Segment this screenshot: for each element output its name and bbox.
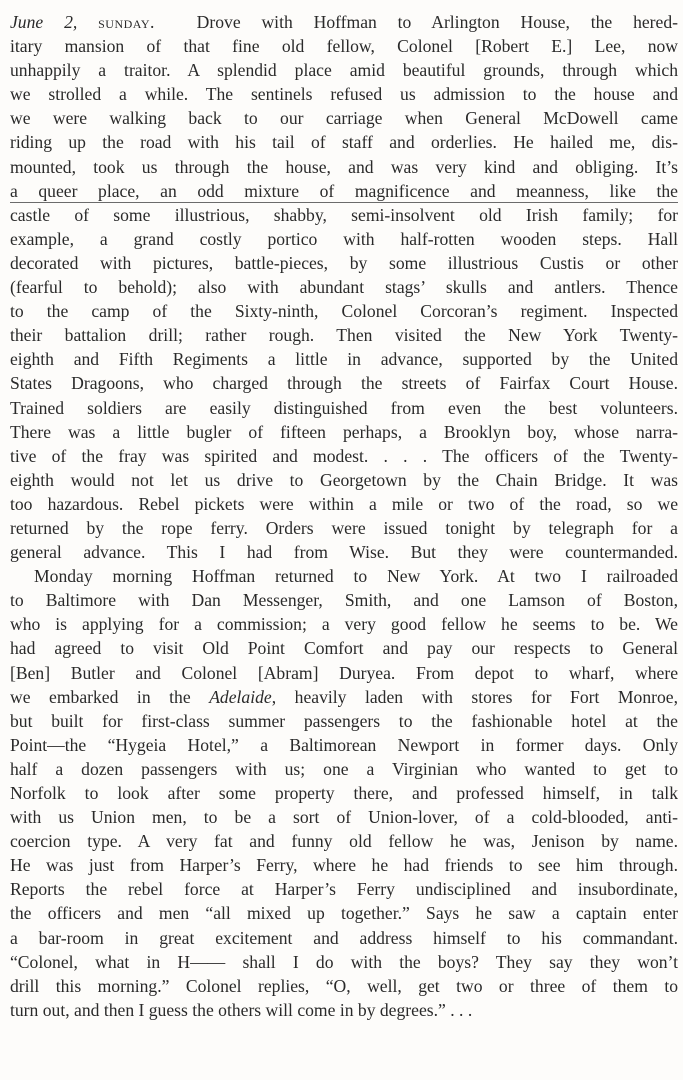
text-line: too hazardous. Rebel pickets were within a mile or two of the road, so we: [10, 493, 678, 514]
text-line: example, a grand costly portico with half-rotten wooden steps. Hall: [10, 228, 678, 249]
text-line: general advance. This I had from Wise. But they were countermanded.: [10, 542, 678, 563]
text-line: He was just from Harper’s Ferry, where he had friends to see him through.: [10, 855, 678, 876]
text-line: “Colonel, what in H—— shall I do with the boys? They say they won’t: [10, 951, 678, 972]
text-line: a bar-room in great excitement and address himself to his commandant.: [10, 927, 678, 948]
text-line-content: Drove with Hoffman to Arlington House, the hered-: [196, 12, 678, 32]
text-line: with us Union men, to be a sort of Union-lover, of a cold-blooded, anti-: [10, 807, 678, 828]
text-line: Trained soldiers are easily distinguished from even the best volunteers.: [10, 397, 678, 418]
text-line: States Dragoons, who charged through the streets of Fairfax Court House.: [10, 373, 678, 394]
text-line: [10, 10, 678, 34]
text-line: Point—the “Hygeia Hotel,” a Baltimorean Newport in former days. Only: [10, 734, 678, 755]
text-line: Monday morning Hoffman returned to New York. At two I railroaded: [34, 566, 678, 587]
text-line: but built for first-class summer passengers to the fashionable hotel at the: [10, 710, 678, 731]
text-line: itary mansion of that fine old fellow, Colonel [Robert E.] Lee, now: [10, 36, 678, 57]
text-line: returned by the rope ferry. Orders were issued tonight by telegraph for a: [10, 517, 678, 538]
text-line: we strolled a while. The sentinels refused us admission to the house and: [10, 84, 678, 105]
text-line-content: we embarked in the: [10, 686, 210, 707]
text-line: who is applying for a commission; a very good fellow he seems to be. We: [10, 614, 678, 635]
text-line: decorated with pictures, battle-pieces, by some illustrious Custis or other: [10, 252, 678, 273]
text-line: mounted, took us through the house, and was very kind and obliging. It’s: [10, 156, 678, 177]
entry-weekday: sunday.: [98, 12, 155, 32]
text-line: unhappily a traitor. A splendid place amid beautiful grounds, through which: [10, 60, 678, 81]
ship-name: Adelaide: [209, 686, 272, 707]
text-line: a queer place, an odd mixture of magnificence and meanness, like the: [10, 179, 678, 203]
diary-entry: [10, 10, 678, 1022]
text-line: their battalion drill; rather rough. Then visited the New York Twenty-: [10, 325, 678, 346]
text-line: tive of the fray was spirited and modest. . . . The officers of the Twenty-: [10, 445, 678, 466]
text-line: There was a little bugler of fifteen perhaps, a Brooklyn boy, whose narra-: [10, 421, 678, 442]
text-line: riding up the road with his tail of staff and orderlies. He hailed me, dis-: [10, 132, 678, 153]
entry-date: June 2,: [10, 12, 78, 32]
text-line: eighth and Fifth Regiments a little in advance, supported by the United: [10, 349, 678, 370]
text-line: coercion type. A very fat and funny old fellow he was, Jenison by name.: [10, 831, 678, 852]
text-line: eighth would not let us drive to Georgetown by the Chain Bridge. It was: [10, 469, 678, 490]
text-line: Norfolk to look after some property there, and professed himself, in talk: [10, 783, 678, 803]
text-line: Reports the rebel force at Harper’s Ferry undisciplined and insubordinate,: [10, 879, 678, 900]
text-line: we were walking back to our carriage when General McDowell came: [10, 108, 678, 129]
text-line: turn out, and then I guess the others will come in by degrees.” . . .: [10, 999, 473, 1020]
text-line: to Baltimore with Dan Messenger, Smith, and one Lamson of Boston,: [10, 590, 678, 611]
text-line: castle of some illustrious, shabby, semi-insolvent old Irish family; for: [10, 204, 678, 225]
text-line: to the camp of the Sixty-ninth, Colonel Corcoran’s regiment. Inspected: [10, 301, 678, 322]
text-line: had agreed to visit Old Point Comfort and pay our respects to General: [10, 638, 678, 659]
text-line: [10, 685, 678, 709]
text-line-content: , heavily laden with stores for Fort Monroe,: [271, 686, 678, 707]
text-line: half a dozen passengers with us; one a Virginian who wanted to get to: [10, 758, 678, 779]
text-line: the officers and men “all mixed up together.” Says he saw a captain enter: [10, 903, 678, 924]
text-line: drill this morning.” Colonel replies, “O, well, get two or three of them to: [10, 975, 678, 996]
text-line: (fearful to behold); also with abundant stags’ skulls and antlers. Thence: [10, 277, 678, 298]
text-line: [Ben] Butler and Colonel [Abram] Duryea. From depot to wharf, where: [10, 662, 678, 683]
